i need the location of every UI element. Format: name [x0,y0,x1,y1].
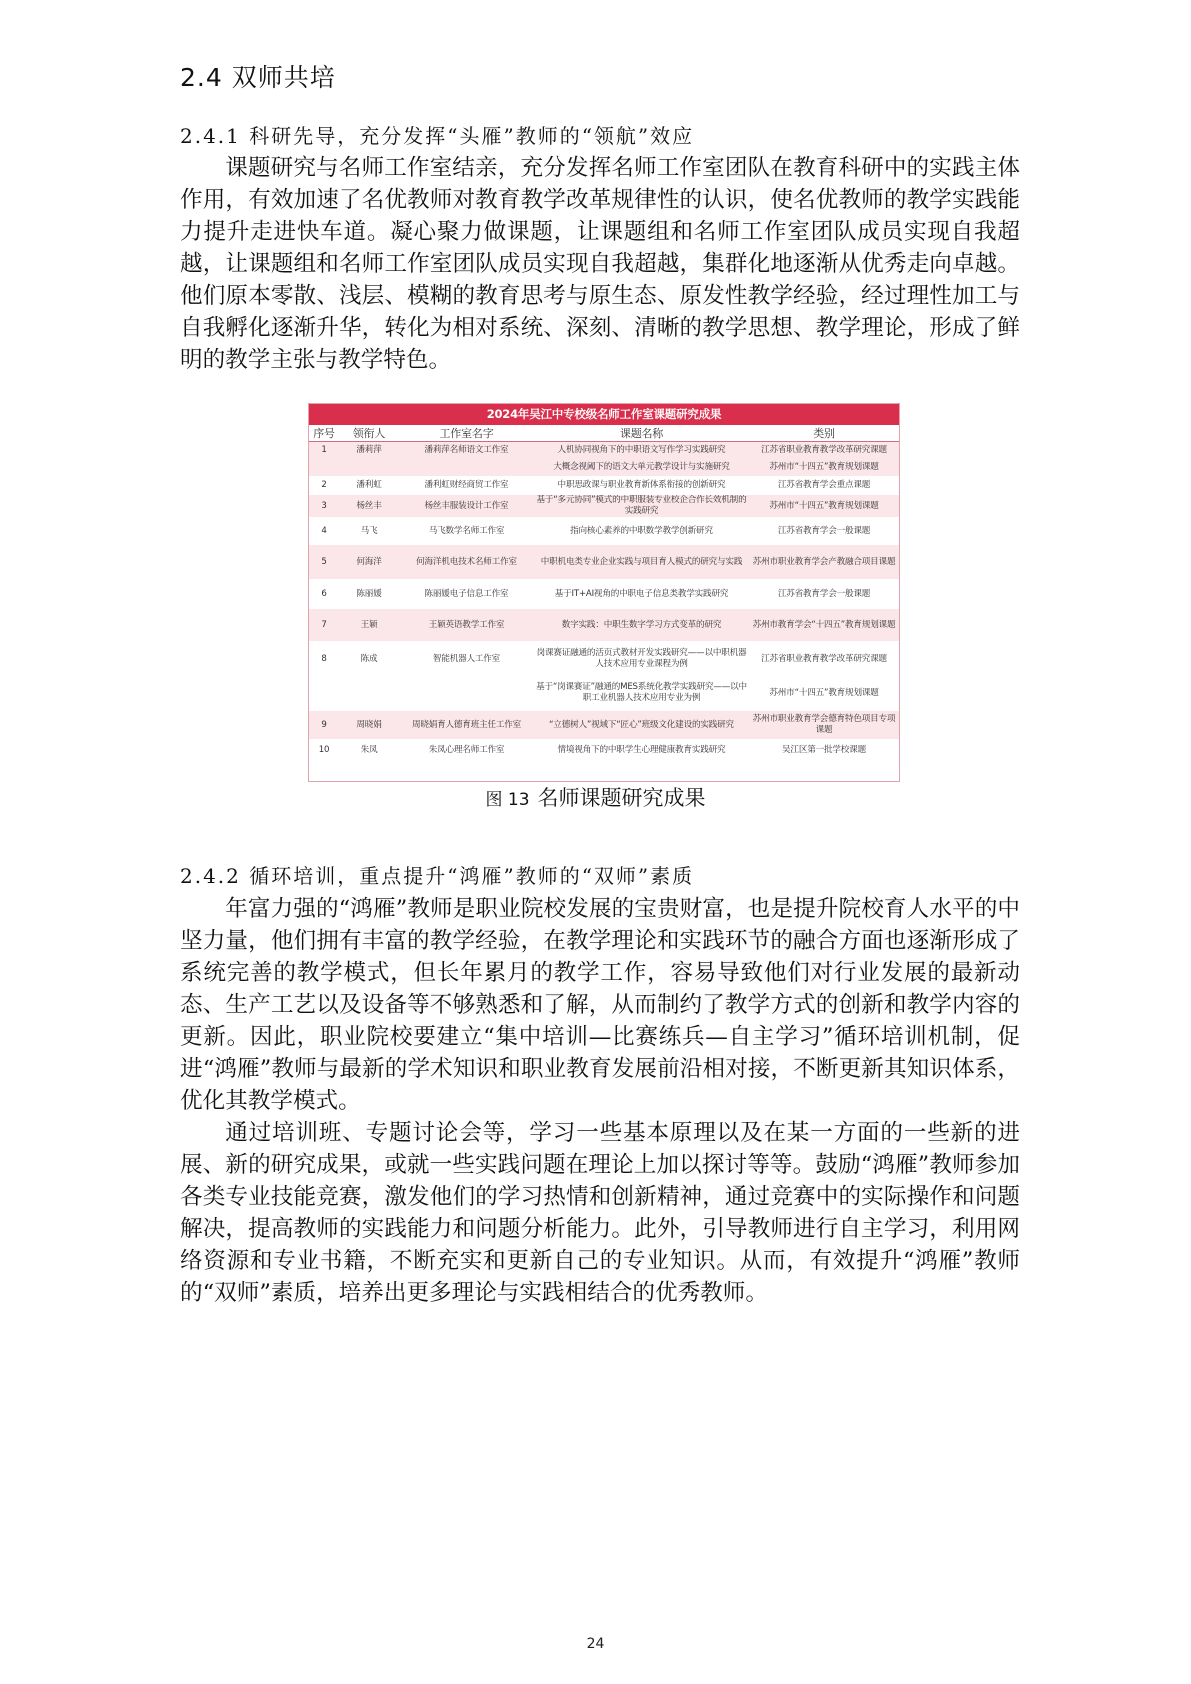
table-cell: 数字实践：中职生数字学习方式变革的研究 [534,609,749,642]
table-header-cell: 序号 [309,425,339,442]
table-header-cell: 工作室名字 [399,425,534,442]
table-cell: 中职机电类专业企业实践与项目育人模式的研究与实践 [534,545,749,580]
table-cell: 王颖 [339,609,399,642]
table-cell: 基于“多元协同”模式的中职服装专业校企合作长效机制的实践研究 [534,495,749,518]
table-cell: 潘利虹 [339,477,399,495]
table-cell: 何海洋 [339,545,399,580]
table-cell: 3 [309,495,339,518]
subsection-title-2-4-2: 2.4.2 循环培训，重点提升“鸿雁”教师的“双师”素质 [180,864,695,888]
table-cell: 苏州市教育学会“十四五”教育规划课题 [749,609,899,642]
table-row [309,609,899,642]
table-cell: 江苏省职业教育教学改革研究课题 [749,442,899,460]
table-cell: 江苏省职业教育教学改革研究课题 [749,642,899,677]
table-title: 2024年吴江中专校级名师工作室课题研究成果 [309,404,899,425]
table-cell: 杨丝丰服装设计工作室 [399,495,534,518]
table-cell: 智能机器人工作室 [399,642,534,677]
figure-caption [0,782,1191,812]
table-cell: 潘利虹财经商贸工作室 [399,477,534,495]
table-cell: 苏州市职业教育学会德育特色项目专项课题 [749,711,899,740]
table-cell: 岗课赛证融通的活页式教材开发实践研究——以中职机器人技术应用专业课程为例 [534,642,749,677]
section-title: 2.4 双师共培 [180,63,336,92]
table-cell: 10 [309,740,339,761]
table-cell: 江苏省教育学会一般课题 [749,580,899,609]
table-row [309,495,899,518]
research-results-table [309,404,899,760]
table-header-cell: 领衔人 [339,425,399,442]
table-cell: 9 [309,711,339,740]
table-cell: 潘莉萍名师语文工作室 [399,442,534,460]
table-cell: 周晓娟 [339,711,399,740]
table-cell: 7 [309,609,339,642]
table-cell: 苏州市职业教育学会产教融合项目课题 [749,545,899,580]
table-cell: 1 [309,442,339,460]
table-cell: 陈成 [339,642,399,677]
table-row [309,518,899,545]
table-cell: 马飞 [339,518,399,545]
table-cell: 6 [309,580,339,609]
table-cell [339,676,399,711]
table-cell: 杨丝丰 [339,495,399,518]
table-cell: 潘莉萍 [339,442,399,460]
table-cell: 陈丽媛 [339,580,399,609]
table-cell [339,459,399,477]
paragraph-research: 课题研究与名师工作室结亲，充分发挥名师工作室团队在教育科研中的实践主体作用，有效加速了名优教师对教育教学改革规律性的认识，使名优教师的教学实践能力提升走进快车道。凝心聚力做课题，让课题组和名师工作室团队成员实现自我超越，让课题组和名师工作室团队成员实现自我超越，集群化地逐渐从优秀走向卓越。他们原本零散、浅层、模糊的教育思考与原生态、原发性教学经验，经过理性加工与自我孵化逐渐升华，转化为相对系统、深刻、清晰的教学思想、教学理论，形成了鲜明的教学主张与教学特色。 [180,155,1020,373]
table-row [309,442,899,460]
table-cell: 基于IT+AI视角的中职电子信息类教学实践研究 [534,580,749,609]
research-results-figure [308,403,900,782]
table-cell: 马飞数学名师工作室 [399,518,534,545]
figure-caption-text: 名师课题研究成果 [537,786,706,810]
table-cell [399,676,534,711]
table-header-cell: 课题名称 [534,425,749,442]
table-cell: 人机协同视角下的中职语文写作学习实践研究 [534,442,749,460]
table-row [309,740,899,761]
table-cell: 指向核心素养的中职数学教学创新研究 [534,518,749,545]
table-cell: 江苏省教育学会重点课题 [749,477,899,495]
paragraph-training-2: 通过培训班、专题讨论会等，学习一些基本原理以及在某一方面的一些新的进展、新的研究成果，或就一些实践问题在理论上加以探讨等等。鼓励“鸿雁”教师参加各类专业技能竞赛，激发他们的学习热情和创新精神，通过竞赛中的实际操作和问题解决，提高教师的实践能力和问题分析能力。此外，引导教师进行自主学习，利用网络资源和专业书籍，不断充实和更新自己的专业知识。从而，有效提升“鸿雁”教师的“双师”素质，培养出更多理论与实践相结合的优秀教师。 [180,1120,1020,1306]
table-cell [309,459,339,477]
paragraph-training-1: 年富力强的“鸿雁”教师是职业院校发展的宝贵财富，也是提升院校育人水平的中坚力量，他们拥有丰富的教学经验，在教学理论和实践环节的融合方面也逐渐形成了系统完善的教学模式，但长年累月的教学工作，容易导致他们对行业发展的最新动态、生产工艺以及设备等不够熟悉和了解，从而制约了教学方式的创新和教学内容的更新。因此，职业院校要建立“集中培训—比赛练兵—自主学习”循环培训机制，促进“鸿雁”教师与最新的学术知识和职业教育发展前沿相对接，不断更新其知识体系，优化其教学模式。 [180,896,1020,1114]
table-cell: 基于“岗课赛证”融通的MES系统化教学实践研究——以中职工业机器人技术应用专业为例 [536,682,747,703]
table-header-row [309,425,899,442]
table-cell: 情境视角下的中职学生心理健康教育实践研究 [534,740,749,761]
table-row [309,477,899,495]
table-cell: 8 [309,642,339,677]
subsection-title-2-4-1: 2.4.1 科研先导，充分发挥“头雁”教师的“领航”效应 [180,124,695,148]
table-cell: 2 [309,477,339,495]
table-cell: 吴江区第一批学校课题 [749,740,899,761]
table-cell: 陈丽媛电子信息工作室 [399,580,534,609]
table-cell: 周晓娟育人德育班主任工作室 [399,711,534,740]
table-header-cell: 类别 [749,425,899,442]
table-row [309,580,899,609]
page-number: 24 [586,1636,605,1652]
table-row [309,642,899,677]
table-cell [399,459,534,477]
table-cell: 朱凤 [339,740,399,761]
table-cell: 朱凤心理名师工作室 [399,740,534,761]
figure-number: 图 13 [485,790,530,810]
table-cell: 5 [309,545,339,580]
table-cell: 大概念视阈下的语文大单元教学设计与实施研究 [534,459,749,477]
table-cell: 4 [309,518,339,545]
table-cell [309,676,339,711]
table-cell: 中职思政课与职业教育新体系衔接的创新研究 [534,477,749,495]
table-cell: “立德树人”视域下“匠心”班级文化建设的实践研究 [534,711,749,740]
table-cell: 江苏省教育学会一般课题 [749,518,899,545]
table-row [309,676,899,711]
table-cell: 苏州市“十四五”教育规划课题 [769,687,879,698]
table-cell: 苏州市“十四五”教育规划课题 [749,459,899,477]
table-cell: 苏州市“十四五”教育规划课题 [749,495,899,518]
table-cell: 何海洋机电技术名师工作室 [399,545,534,580]
table-cell: 王颖英语教学工作室 [399,609,534,642]
table-row [309,545,899,580]
table-row [309,711,899,740]
table-row [309,459,899,477]
